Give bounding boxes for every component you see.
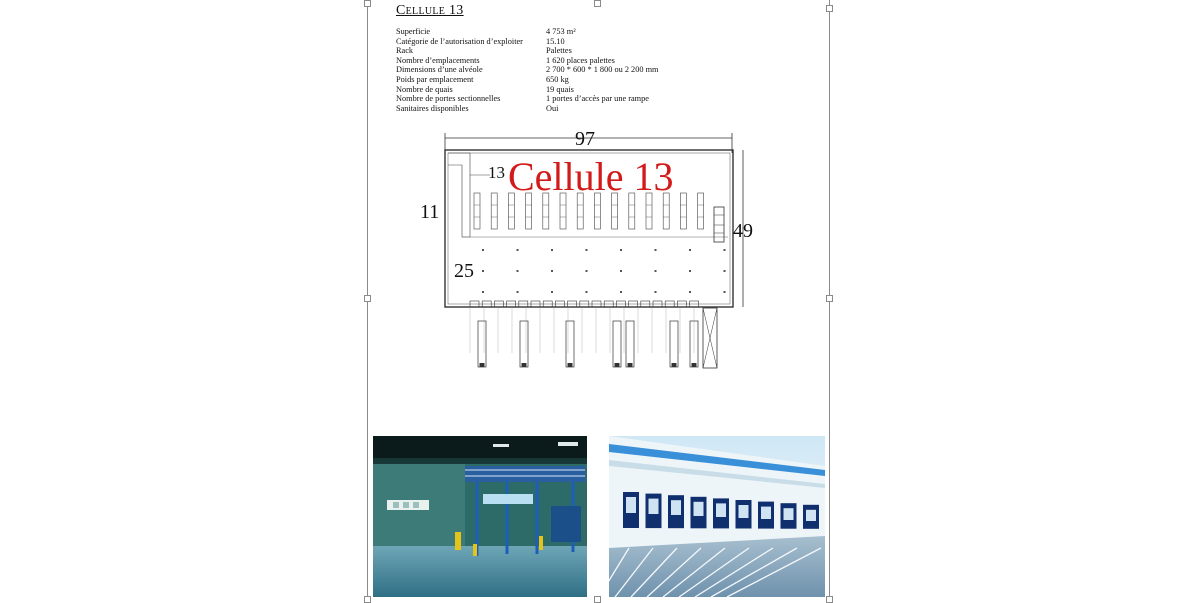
spec-row — [396, 46, 696, 56]
spec-label: Nombre de quais — [396, 84, 453, 94]
column-dot — [655, 249, 657, 251]
loading-docks-photo — [609, 436, 825, 597]
interior-photo-image — [373, 436, 587, 597]
spec-value: 15.10 — [546, 36, 565, 46]
spec-row — [396, 56, 696, 66]
office-dimension: 13 — [488, 163, 505, 182]
truck-cab — [568, 363, 573, 367]
floor-plan — [410, 125, 770, 375]
interior-photo — [373, 436, 587, 597]
truck-bay — [613, 321, 621, 367]
spec-value: 1 portes d’accès par une rampe — [546, 94, 649, 104]
column-dot — [689, 249, 691, 251]
dock-door-panel — [671, 500, 681, 515]
truck-bay — [626, 321, 634, 367]
spec-row — [396, 85, 696, 95]
crop-mark — [594, 596, 601, 603]
open-zone-dimension: 25 — [454, 260, 474, 282]
office-block — [448, 153, 470, 237]
spec-label: Nombre de portes sectionnelles — [396, 94, 501, 104]
spec-row — [396, 104, 696, 114]
column-dot — [586, 249, 588, 251]
spec-label: Poids par emplacement — [396, 74, 474, 84]
column-dot — [620, 291, 622, 293]
spec-value: Oui — [546, 103, 559, 113]
spec-label: Superficie — [396, 27, 431, 36]
page-title: Cellule 13 — [396, 3, 464, 18]
truck-bay — [670, 321, 678, 367]
column-dot — [517, 249, 519, 251]
crop-mark — [364, 0, 371, 7]
dock-door-panel — [716, 503, 726, 517]
column-dot — [689, 291, 691, 293]
spec-value: Palettes — [546, 46, 572, 56]
spec-row — [396, 65, 696, 75]
column-dot — [724, 270, 726, 272]
rack-row — [680, 193, 686, 229]
column-dot — [551, 291, 553, 293]
spec-row — [396, 94, 696, 104]
column-dot — [551, 249, 553, 251]
column-grid — [482, 249, 726, 293]
spec-list — [396, 27, 696, 113]
spec-label: Nombre d’emplacements — [396, 55, 480, 65]
dock-door-panel — [761, 507, 771, 519]
truck-bay — [566, 321, 574, 367]
rack-row — [698, 193, 704, 229]
dock-door-panel — [626, 497, 636, 513]
spec-label: Rack — [396, 46, 414, 56]
spec-row — [396, 37, 696, 47]
crop-mark — [364, 295, 371, 302]
truck-cab — [628, 363, 633, 367]
crop-mark — [594, 0, 601, 7]
dock-door-panel — [784, 508, 794, 520]
dock-door-panel — [806, 510, 816, 521]
spec-value: 2 700 * 600 * 1 800 ou 2 200 mm — [546, 65, 659, 75]
cell-label: Cellule 13 — [508, 154, 674, 199]
truck-cab — [615, 363, 620, 367]
column-dot — [517, 291, 519, 293]
dock-door-panel — [739, 505, 749, 518]
crop-mark — [826, 295, 833, 302]
rack-zone-dimension: 11 — [420, 201, 440, 223]
column-dot — [724, 249, 726, 251]
column-dot — [482, 270, 484, 272]
spec-label: Catégorie de l’autorisation d’exploiter — [396, 36, 523, 46]
column-dot — [551, 270, 553, 272]
column-dot — [620, 249, 622, 251]
truck-bay — [478, 321, 486, 367]
column-dot — [689, 270, 691, 272]
column-dot — [586, 270, 588, 272]
column-dot — [482, 249, 484, 251]
column-dot — [655, 270, 657, 272]
crop-mark — [826, 5, 833, 12]
crop-mark — [826, 596, 833, 603]
truck-cab — [522, 363, 527, 367]
truck-cab — [672, 363, 677, 367]
truck-bay — [520, 321, 528, 367]
spec-row — [396, 75, 696, 85]
truck-cab — [480, 363, 485, 367]
column-dot — [586, 291, 588, 293]
dock-door-panel — [649, 499, 659, 514]
crop-mark — [364, 596, 371, 603]
column-dot — [620, 270, 622, 272]
column-dot — [655, 291, 657, 293]
spec-value: 1 620 places palettes — [546, 55, 615, 65]
spec-value: 19 quais — [546, 84, 574, 94]
loading-docks-photo-image — [609, 436, 825, 597]
spec-value: 650 kg — [546, 74, 569, 84]
spec-label: Dimensions d’une alvéole — [396, 65, 483, 75]
loading-docks — [470, 301, 699, 367]
column-dot — [517, 270, 519, 272]
width-dimension: 97 — [575, 128, 595, 150]
dock-door-panel — [694, 502, 704, 516]
spec-value: 4 753 m² — [546, 27, 576, 36]
spec-label: Sanitaires disponibles — [396, 103, 469, 113]
column-dot — [724, 291, 726, 293]
rack-row — [474, 193, 480, 229]
depth-dimension: 49 — [733, 220, 753, 242]
spec-row — [396, 27, 696, 37]
rack-row — [491, 193, 497, 229]
truck-cab — [692, 363, 697, 367]
column-dot — [482, 291, 484, 293]
